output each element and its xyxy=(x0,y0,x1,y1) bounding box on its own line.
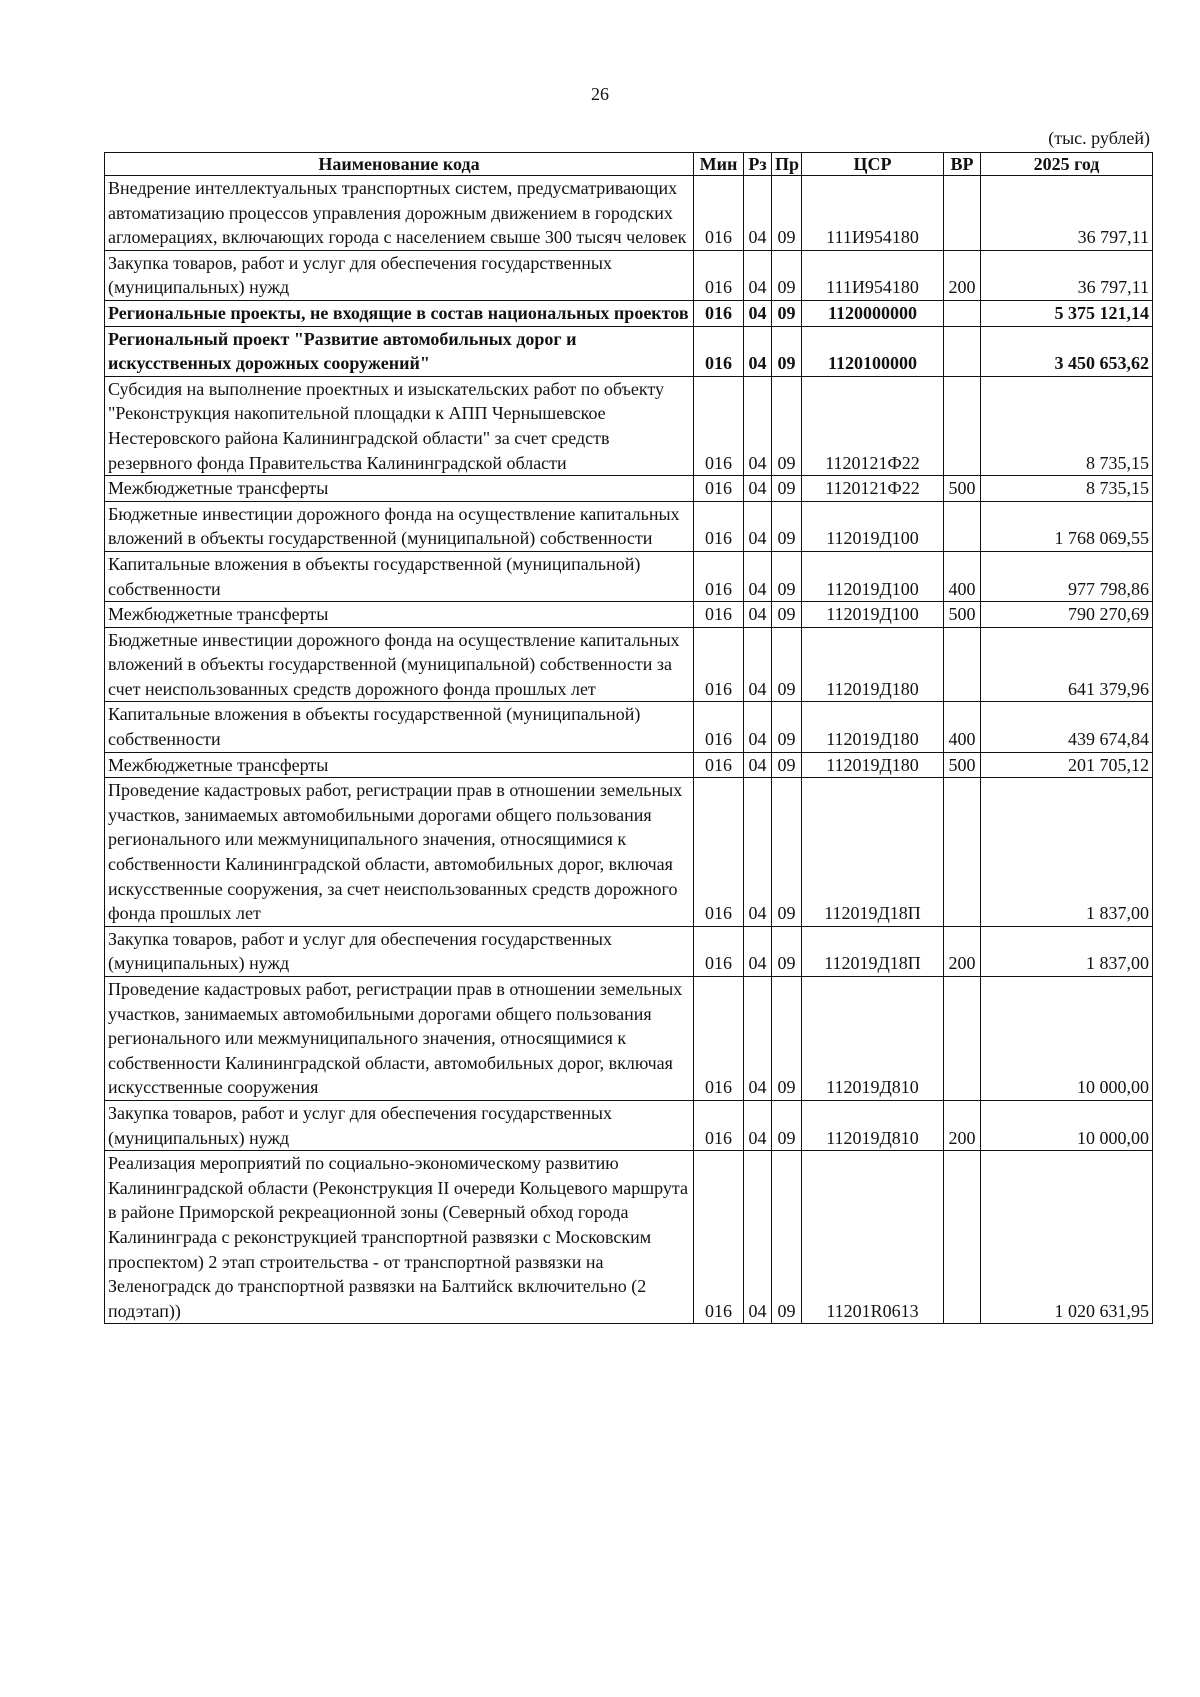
table-body xyxy=(105,176,1153,1324)
header-name: Наименование кода xyxy=(105,153,694,176)
cell-name: Капитальные вложения в объекты государственной (муниципальной) собственности xyxy=(105,551,694,601)
cell-name: Межбюджетные трансферты xyxy=(105,476,694,502)
header-sum: 2025 год xyxy=(981,153,1153,176)
cell-csr: 112019Д100 xyxy=(802,602,944,628)
table-row xyxy=(105,551,1153,601)
cell-rz: 04 xyxy=(744,376,772,475)
table-row xyxy=(105,501,1153,551)
cell-vr: 200 xyxy=(944,926,981,976)
cell-csr: 111И954180 xyxy=(802,250,944,300)
cell-sum: 10 000,00 xyxy=(981,977,1153,1101)
cell-pr: 09 xyxy=(772,1100,802,1150)
cell-min: 016 xyxy=(694,176,744,251)
cell-name: Внедрение интеллектуальных транспортных систем, предусматривающих автоматизацию процессов управления дорожным движением в городских агломерациях, включающих города с населением свыше 300 тысяч человек xyxy=(105,176,694,251)
cell-min: 016 xyxy=(694,300,744,326)
cell-vr: 400 xyxy=(944,551,981,601)
cell-name: Проведение кадастровых работ, регистрации прав в отношении земельных участков, занимаемых автомобильными дорогами общего пользования регионального или межмуниципального значения, относящимися к собственности Калининградской области, автомобильных дорог, включая искусственные сооружения xyxy=(105,977,694,1101)
cell-csr: 112019Д810 xyxy=(802,977,944,1101)
cell-rz: 04 xyxy=(744,501,772,551)
cell-rz: 04 xyxy=(744,702,772,752)
cell-vr xyxy=(944,1151,981,1324)
header-vr: ВР xyxy=(944,153,981,176)
cell-min: 016 xyxy=(694,778,744,927)
table-row xyxy=(105,476,1153,502)
header-min: Мин xyxy=(694,153,744,176)
cell-rz: 04 xyxy=(744,977,772,1101)
cell-pr: 09 xyxy=(772,476,802,502)
cell-csr: 112019Д100 xyxy=(802,551,944,601)
cell-min: 016 xyxy=(694,702,744,752)
cell-name: Закупка товаров, работ и услуг для обеспечения государственных (муниципальных) нужд xyxy=(105,926,694,976)
cell-min: 016 xyxy=(694,376,744,475)
cell-csr: 111И954180 xyxy=(802,176,944,251)
table-row xyxy=(105,1100,1153,1150)
cell-min: 016 xyxy=(694,476,744,502)
cell-sum: 790 270,69 xyxy=(981,602,1153,628)
cell-rz: 04 xyxy=(744,752,772,778)
cell-vr: 500 xyxy=(944,476,981,502)
cell-min: 016 xyxy=(694,1151,744,1324)
cell-pr: 09 xyxy=(772,376,802,475)
cell-rz: 04 xyxy=(744,250,772,300)
cell-vr xyxy=(944,376,981,475)
table-row xyxy=(105,627,1153,702)
table-row xyxy=(105,778,1153,927)
cell-rz: 04 xyxy=(744,176,772,251)
cell-csr: 1120121Ф22 xyxy=(802,376,944,475)
cell-vr xyxy=(944,501,981,551)
cell-min: 016 xyxy=(694,627,744,702)
cell-rz: 04 xyxy=(744,627,772,702)
cell-pr: 09 xyxy=(772,326,802,376)
cell-min: 016 xyxy=(694,326,744,376)
cell-min: 016 xyxy=(694,250,744,300)
cell-name: Межбюджетные трансферты xyxy=(105,752,694,778)
table-row xyxy=(105,176,1153,251)
cell-sum: 36 797,11 xyxy=(981,176,1153,251)
cell-name: Региональный проект "Развитие автомобильных дорог и искусственных дорожных сооружений" xyxy=(105,326,694,376)
cell-min: 016 xyxy=(694,1100,744,1150)
cell-min: 016 xyxy=(694,501,744,551)
table-row xyxy=(105,702,1153,752)
cell-rz: 04 xyxy=(744,551,772,601)
cell-vr: 200 xyxy=(944,250,981,300)
cell-name: Проведение кадастровых работ, регистрации прав в отношении земельных участков, занимаемых автомобильными дорогами общего пользования регионального или межмуниципального значения, относящимися к собственности Калининградской области, автомобильных дорог, включая искусственные сооружения, за счет неиспользованных средств дорожного фонда прошлых лет xyxy=(105,778,694,927)
cell-rz: 04 xyxy=(744,602,772,628)
cell-min: 016 xyxy=(694,752,744,778)
budget-table xyxy=(104,152,1153,1324)
cell-name: Реализация мероприятий по социально-экономическому развитию Калининградской области (Реконструкция II очереди Кольцевого маршрута в районе Приморской рекреационной зоны (Северный обход города Калининграда с реконструкцией транспортной развязки с Московским проспектом) 2 этап строительства - от транспортной развязки на Зеленоградск до транспортной развязки на Балтийск включительно (2 подэтап)) xyxy=(105,1151,694,1324)
cell-sum: 977 798,86 xyxy=(981,551,1153,601)
cell-csr: 1120100000 xyxy=(802,326,944,376)
cell-pr: 09 xyxy=(772,702,802,752)
cell-rz: 04 xyxy=(744,300,772,326)
cell-vr xyxy=(944,176,981,251)
cell-csr: 112019Д810 xyxy=(802,1100,944,1150)
page-number: 26 xyxy=(591,84,609,104)
cell-vr: 500 xyxy=(944,752,981,778)
header-csr: ЦСР xyxy=(802,153,944,176)
cell-pr: 09 xyxy=(772,926,802,976)
cell-csr: 112019Д180 xyxy=(802,702,944,752)
cell-pr: 09 xyxy=(772,250,802,300)
cell-sum: 439 674,84 xyxy=(981,702,1153,752)
cell-sum: 8 735,15 xyxy=(981,376,1153,475)
cell-sum: 10 000,00 xyxy=(981,1100,1153,1150)
cell-csr: 11201R0613 xyxy=(802,1151,944,1324)
cell-vr xyxy=(944,977,981,1101)
cell-rz: 04 xyxy=(744,326,772,376)
table-row xyxy=(105,250,1153,300)
cell-sum: 36 797,11 xyxy=(981,250,1153,300)
cell-vr xyxy=(944,326,981,376)
cell-pr: 09 xyxy=(772,778,802,927)
table-row xyxy=(105,602,1153,628)
table-row xyxy=(105,977,1153,1101)
cell-sum: 1 837,00 xyxy=(981,926,1153,976)
cell-sum: 641 379,96 xyxy=(981,627,1153,702)
cell-pr: 09 xyxy=(772,977,802,1101)
cell-csr: 112019Д18П xyxy=(802,926,944,976)
cell-min: 016 xyxy=(694,551,744,601)
cell-sum: 8 735,15 xyxy=(981,476,1153,502)
table-row xyxy=(105,1151,1153,1324)
cell-pr: 09 xyxy=(772,551,802,601)
cell-rz: 04 xyxy=(744,778,772,927)
table-header-row xyxy=(105,153,1153,176)
cell-pr: 09 xyxy=(772,602,802,628)
cell-vr: 200 xyxy=(944,1100,981,1150)
header-rz: Рз xyxy=(744,153,772,176)
cell-name: Региональные проекты, не входящие в состав национальных проектов xyxy=(105,300,694,326)
cell-name: Закупка товаров, работ и услуг для обеспечения государственных (муниципальных) нужд xyxy=(105,1100,694,1150)
cell-pr: 09 xyxy=(772,627,802,702)
cell-rz: 04 xyxy=(744,926,772,976)
cell-sum: 3 450 653,62 xyxy=(981,326,1153,376)
cell-sum: 201 705,12 xyxy=(981,752,1153,778)
cell-name: Межбюджетные трансферты xyxy=(105,602,694,628)
cell-name: Капитальные вложения в объекты государственной (муниципальной) собственности xyxy=(105,702,694,752)
cell-csr: 112019Д180 xyxy=(802,752,944,778)
cell-csr: 112019Д180 xyxy=(802,627,944,702)
cell-vr xyxy=(944,300,981,326)
cell-pr: 09 xyxy=(772,176,802,251)
cell-vr: 400 xyxy=(944,702,981,752)
cell-min: 016 xyxy=(694,602,744,628)
cell-rz: 04 xyxy=(744,476,772,502)
cell-csr: 112019Д18П xyxy=(802,778,944,927)
cell-csr: 1120000000 xyxy=(802,300,944,326)
cell-sum: 1 837,00 xyxy=(981,778,1153,927)
header-pr: Пр xyxy=(772,153,802,176)
table-row xyxy=(105,752,1153,778)
cell-pr: 09 xyxy=(772,300,802,326)
cell-name: Бюджетные инвестиции дорожного фонда на осуществление капитальных вложений в объекты государственной (муниципальной) собственности за счет неиспользованных средств дорожного фонда прошлых лет xyxy=(105,627,694,702)
cell-min: 016 xyxy=(694,926,744,976)
cell-sum: 5 375 121,14 xyxy=(981,300,1153,326)
cell-rz: 04 xyxy=(744,1100,772,1150)
cell-pr: 09 xyxy=(772,1151,802,1324)
cell-name: Субсидия на выполнение проектных и изыскательских работ по объекту "Реконструкция накопительной площадки к АПП Чернышевское Нестеровского района Калининградской области" за счет средств резервного фонда Правительства Калининградской области xyxy=(105,376,694,475)
cell-pr: 09 xyxy=(772,501,802,551)
cell-min: 016 xyxy=(694,977,744,1101)
cell-csr: 1120121Ф22 xyxy=(802,476,944,502)
cell-sum: 1 020 631,95 xyxy=(981,1151,1153,1324)
cell-pr: 09 xyxy=(772,752,802,778)
cell-vr: 500 xyxy=(944,602,981,628)
table-row xyxy=(105,326,1153,376)
cell-rz: 04 xyxy=(744,1151,772,1324)
table-row xyxy=(105,376,1153,475)
cell-vr xyxy=(944,778,981,927)
units-label: (тыс. рублей) xyxy=(1048,128,1150,148)
cell-vr xyxy=(944,627,981,702)
table-row xyxy=(105,300,1153,326)
cell-sum: 1 768 069,55 xyxy=(981,501,1153,551)
cell-csr: 112019Д100 xyxy=(802,501,944,551)
cell-name: Закупка товаров, работ и услуг для обеспечения государственных (муниципальных) нужд xyxy=(105,250,694,300)
table-row xyxy=(105,926,1153,976)
cell-name: Бюджетные инвестиции дорожного фонда на осуществление капитальных вложений в объекты государственной (муниципальной) собственности xyxy=(105,501,694,551)
